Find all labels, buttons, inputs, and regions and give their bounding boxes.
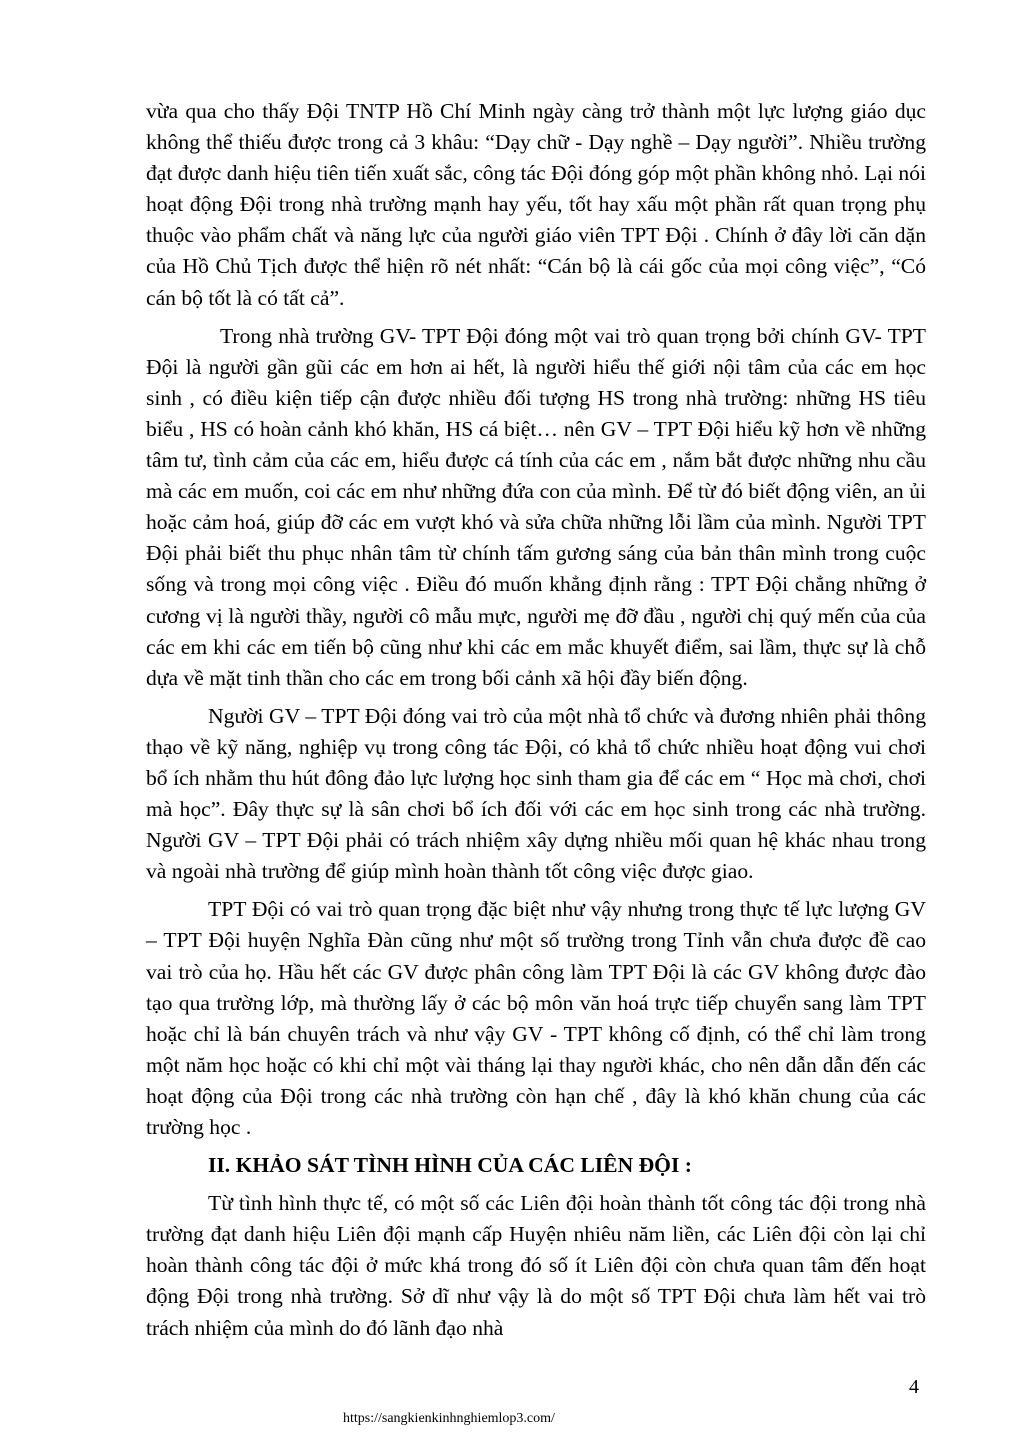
page-number: 4 [909,1376,919,1398]
paragraph-2: Trong nhà trường GV- TPT Đội đóng một vai trò quan trọng bởi chính GV- TPT Đội là người gần gũi các em hơn ai hết, là người hiểu thế giới nội tâm của các em học sinh , có điều kiện tiếp cận được nhiều đối tượng HS trong nhà trường: những HS tiêu biểu , HS có hoàn cảnh khó khăn, HS cá biệt… nên GV – TPT Đội hiểu kỹ hơn về những tâm tư, tình cảm của các em, hiểu được cá tính của các em , nắm bắt được những nhu cầu mà các em muốn, coi các em như những đứa con của mình. Để từ đó biết động viên, an ủi hoặc cảm hoá, giúp đỡ các em vượt khó và sửa chữa những lỗi lầm của mình. Người TPT Đội phải biết thu phục nhân tâm từ chính tấm gương sáng của bản thân mình trong cuộc sống và trong mọi công việc . Điều đó muốn khẳng định rằng : TPT Đội chẳng những ở cương vị là người thầy, người cô mẫu mực, người mẹ đỡ đầu , người chị quý mến của của các em khi các em tiến bộ cũng như khi các em mắc khuyết điểm, sai lầm, thực sự là chỗ dựa về mặt tinh thần cho các em trong bối cảnh xã hội đầy biến động. [146,323,926,690]
document-body [146,96,926,1351]
paragraph-3: Người GV – TPT Đội đóng vai trò của một nhà tổ chức và đương nhiên phải thông thạo về kỹ năng, nghiệp vụ trong công tác Đội, có khả tổ chức nhiều hoạt động vui chơi bổ ích nhằm thu hút đông đảo lực lượng học sinh tham gia để các em “ Học mà chơi, chơi mà học”. Đây thực sự là sân chơi bổ ích đối với các em học sinh trong các nhà trường. Người GV – TPT Đội phải có trách nhiệm xây dựng nhiều mối quan hệ khác nhau trong và ngoài nhà trường để giúp mình hoàn thành tốt công việc được giao. [146,703,926,884]
section-heading: II. KHẢO SÁT TÌNH HÌNH CỦA CÁC LIÊN ĐỘI : [208,1153,692,1178]
paragraph-1: vừa qua cho thấy Đội TNTP Hồ Chí Minh ngày càng trở thành một lực lượng giáo dục không thể thiếu được trong cả 3 khâu: “Dạy chữ - Dạy nghề – Dạy người”. Nhiều trường đạt được danh hiệu tiên tiến xuất sắc, công tác Đội đóng góp một phần không nhỏ. Lại nói hoạt động Đội trong nhà trường mạnh hay yếu, tốt hay xấu một phần rất quan trọng phụ thuộc vào phẩm chất và năng lực của người giáo viên TPT Đội . Chính ở đây lời căn dặn của Hồ Chủ Tịch được thể hiện rõ nét nhất: “Cán bộ là cái gốc của mọi công việc”, “Có cán bộ tốt là có tất cả”. [146,99,926,310]
paragraph-4: TPT Đội có vai trò quan trọng đặc biệt như vậy nhưng trong thực tế lực lượng GV – TPT Đội huyện Nghĩa Đàn cũng như một số trường trong Tỉnh vẫn chưa được đề cao vai trò của họ. Hầu hết các GV được phân công làm TPT Đội là các GV không được đào tạo qua trường lớp, mà thường lấy ở các bộ môn văn hoá trực tiếp chuyển sang làm TPT hoặc chỉ là bán chuyên trách và như vậy GV - TPT không cố định, có thể chỉ làm trong một năm học hoặc có khi chỉ một vài tháng lại thay người khác, cho nên dẫn dẫn đến các hoạt động của Đội trong các nhà trường còn hạn chế , đây là khó khăn chung của các trường học . [146,897,926,1139]
footer-url[interactable]: https://sangkienkinhnghiemlop3.com/ [343,1411,555,1426]
paragraph-5: Từ tình hình thực tế, có một số các Liên đội hoàn thành tốt công tác đội trong nhà trường đạt danh hiệu Liên đội mạnh cấp Huyện nhiêu năm liền, các Liên đội còn lại chỉ hoàn thành công tác đội ở mức khá trong đó số ít Liên đội còn chưa quan tâm đến hoạt động Đội trong nhà trường. Sở dĩ như vậy là do một số TPT Đội chưa làm hết vai trò trách nhiệm của mình do đó lãnh đạo nhà [146,1191,926,1340]
